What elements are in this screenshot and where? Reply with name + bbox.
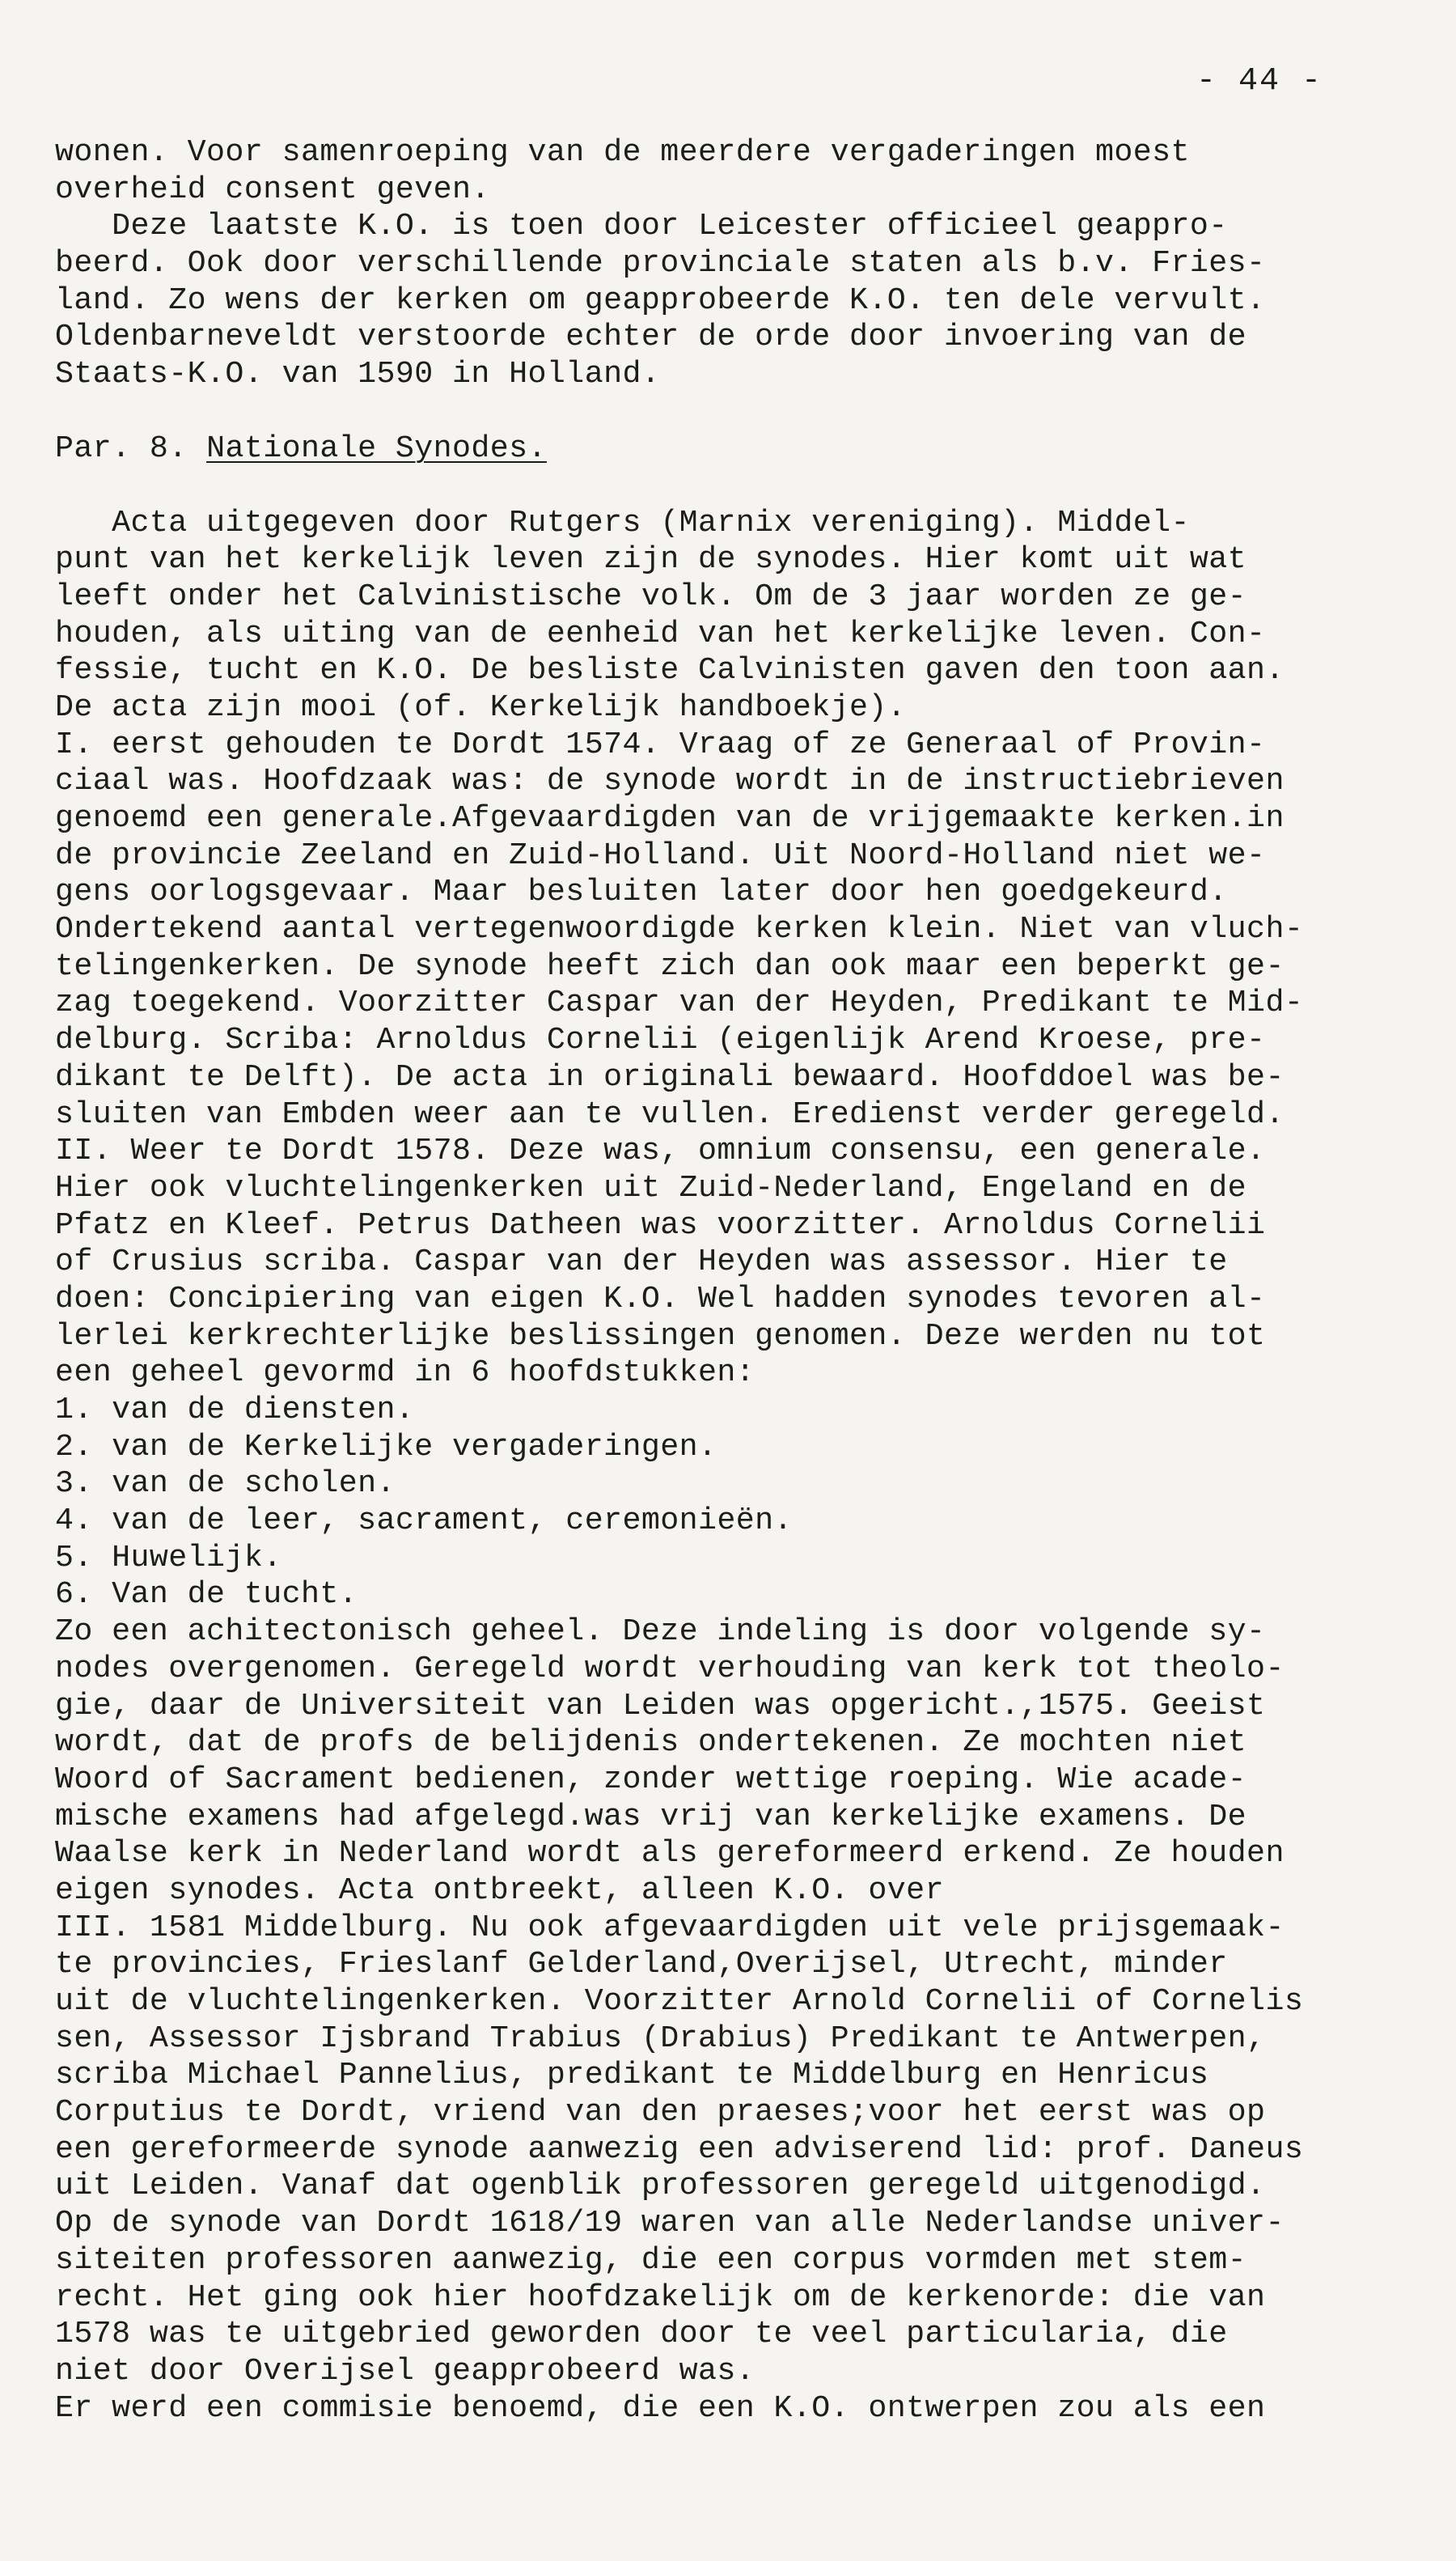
text-line: niet door Overijsel geapprobeerd was.: [55, 2352, 756, 2389]
text-line: ciaal was. Hoofdzaak was: de synode wordt in de instructiebrieven: [55, 763, 1285, 799]
text-line: doen: Concipiering van eigen K.O. Wel hadden synodes tevoren al-: [55, 1280, 1266, 1317]
text-line: mische examens had afgelegd.was vrij van kerkelijke examens. De: [55, 1798, 1247, 1834]
text-line: wonen. Voor samenroeping van de meerdere vergaderingen moest: [55, 134, 1190, 170]
text-line: 2. van de Kerkelijke vergaderingen.: [55, 1428, 717, 1465]
section-heading-title: Nationale Synodes.: [206, 430, 547, 466]
text-line: Zo een achitectonisch geheel. Deze indeling is door volgende sy-: [55, 1613, 1266, 1650]
text-line: fessie, tucht en K.O. De besliste Calvinisten gaven den toon aan.: [55, 652, 1285, 689]
text-line: recht. Het ging ook hier hoofdzakelijk om de kerkenorde: die van: [55, 2279, 1266, 2315]
text-line: sen, Assessor Ijsbrand Trabius (Drabius) Predikant te Antwerpen,: [55, 2020, 1266, 2056]
text-line: siteiten professoren aanwezig, die een corpus vormden met stem-: [55, 2241, 1247, 2278]
text-line: Woord of Sacrament bedienen, zonder wettige roeping. Wie acade-: [55, 1761, 1247, 1797]
text-line: sluiten van Embden weer aan te vullen. Eredienst verder geregeld.: [55, 1096, 1285, 1132]
text-line: scriba Michael Pannelius, predikant te Middelburg en Henricus: [55, 2057, 1209, 2093]
text-line: punt van het kerkelijk leven zijn de synodes. Hier komt uit wat: [55, 541, 1247, 578]
text-line: 6. Van de tucht.: [55, 1576, 358, 1613]
text-line: of Crusius scriba. Caspar van der Heyden was assessor. Hier te: [55, 1244, 1228, 1280]
text-line: Waalse kerk in Nederland wordt als gereformeerd erkend. Ze houden: [55, 1835, 1285, 1872]
text-line: eigen synodes. Acta ontbreekt, alleen K.O. over: [55, 1872, 944, 1908]
section-heading: [55, 430, 1422, 468]
text-line: Staats-K.O. van 1590 in Holland.: [55, 356, 661, 392]
text-line: 3. van de scholen.: [55, 1465, 396, 1502]
text-line: beerd. Ook door verschillende provinciale staten als b.v. Fries-: [55, 245, 1266, 282]
text-line: zag toegekend. Voorzitter Caspar van der Heyden, Predikant te Mid-: [55, 985, 1304, 1021]
text-line: Corputius te Dordt, vriend van den praeses;voor het eerst was op: [55, 2094, 1266, 2131]
text-line: Acta uitgegeven door Rutgers (Marnix vereniging). Middel-: [55, 504, 1190, 541]
text-line: 1. van de diensten.: [55, 1392, 415, 1427]
paragraph-2: [55, 505, 1422, 2427]
text-line: III. 1581 Middelburg. Nu ook afgevaardigden uit vele prijsgemaak-: [55, 1909, 1285, 1945]
page-number: - 44 -: [1196, 63, 1323, 100]
text-line: II. Weer te Dordt 1578. Deze was, omnium consensu, een generale.: [55, 1133, 1266, 1169]
typescript-body: [55, 134, 1422, 2427]
text-line: 4. van de leer, sacrament, ceremonieën.: [55, 1503, 793, 1539]
text-line: lerlei kerkrechterlijke beslissingen genomen. Deze werden nu tot: [55, 1317, 1266, 1354]
text-line: een geheel gevormd in 6 hoofdstukken:: [55, 1355, 756, 1391]
text-line: houden, als uiting van de eenheid van het kerkelijke leven. Con-: [55, 615, 1266, 651]
text-line: Deze laatste K.O. is toen door Leicester officieel geappro-: [55, 208, 1228, 244]
text-line: overheid consent geven.: [55, 171, 490, 207]
text-line: genoemd een generale.Afgevaardigden van de vrijgemaakte kerken.in: [55, 800, 1285, 836]
text-line: Pfatz en Kleef. Petrus Datheen was voorzitter. Arnoldus Cornelii: [55, 1206, 1266, 1243]
text-line: Ondertekend aantal vertegenwoordigde kerken klein. Niet van vluch-: [55, 911, 1304, 948]
text-line: 5. Huwelijk.: [55, 1539, 282, 1575]
text-line: de provincie Zeeland en Zuid-Holland. Uit Noord-Holland niet we-: [55, 837, 1266, 873]
paragraph-1: [55, 134, 1422, 393]
text-line: te provincies, Frieslanf Gelderland,Overijsel, Utrecht, minder: [55, 1946, 1228, 1982]
text-line: nodes overgenomen. Geregeld wordt verhouding van kerk tot theolo-: [55, 1650, 1285, 1686]
text-line: delburg. Scriba: Arnoldus Cornelii (eigenlijk Arend Kroese, pre-: [55, 1022, 1266, 1058]
text-line: 1578 was te uitgebried geworden door te veel particularia, die: [55, 2316, 1228, 2352]
text-line: De acta zijn mooi (of. Kerkelijk handboekje).: [55, 689, 907, 725]
text-line: een gereformeerde synode aanwezig een adviserend lid: prof. Daneus: [55, 2131, 1304, 2167]
text-line: uit de vluchtelingenkerken. Voorzitter Arnold Cornelii of Cornelis: [55, 1983, 1304, 2019]
text-line: I. eerst gehouden te Dordt 1574. Vraag of ze Generaal of Provin-: [55, 726, 1266, 762]
text-line: leeft onder het Calvinistische volk. Om de 3 jaar worden ze ge-: [55, 578, 1247, 614]
text-line: land. Zo wens der kerken om geapprobeerde K.O. ten dele vervult.: [55, 282, 1266, 318]
text-line: wordt, dat de profs de belijdenis ondertekenen. Ze mochten niet: [55, 1724, 1247, 1761]
text-line: dikant te Delft). De acta in originali bewaard. Hoofddoel was be-: [55, 1058, 1285, 1095]
text-line: Oldenbarneveldt verstoorde echter de orde door invoering van de: [55, 319, 1247, 355]
text-line: telingenkerken. De synode heeft zich dan ook maar een beperkt ge-: [55, 948, 1285, 984]
text-line: uit Leiden. Vanaf dat ogenblik professoren geregeld uitgenodigd.: [55, 2168, 1266, 2204]
section-heading-prefix: Par. 8.: [55, 430, 207, 466]
text-line: gie, daar de Universiteit van Leiden was opgericht.,1575. Geeist: [55, 1687, 1266, 1724]
text-line: Op de synode van Dordt 1618/19 waren van alle Nederlandse univer-: [55, 2205, 1285, 2241]
text-line: Er werd een commisie benoemd, die een K.O. ontwerpen zou als een: [55, 2389, 1266, 2426]
text-line: gens oorlogsgevaar. Maar besluiten later door hen goedgekeurd.: [55, 874, 1228, 910]
text-line: Hier ook vluchtelingenkerken uit Zuid-Nederland, Engeland en de: [55, 1169, 1247, 1206]
